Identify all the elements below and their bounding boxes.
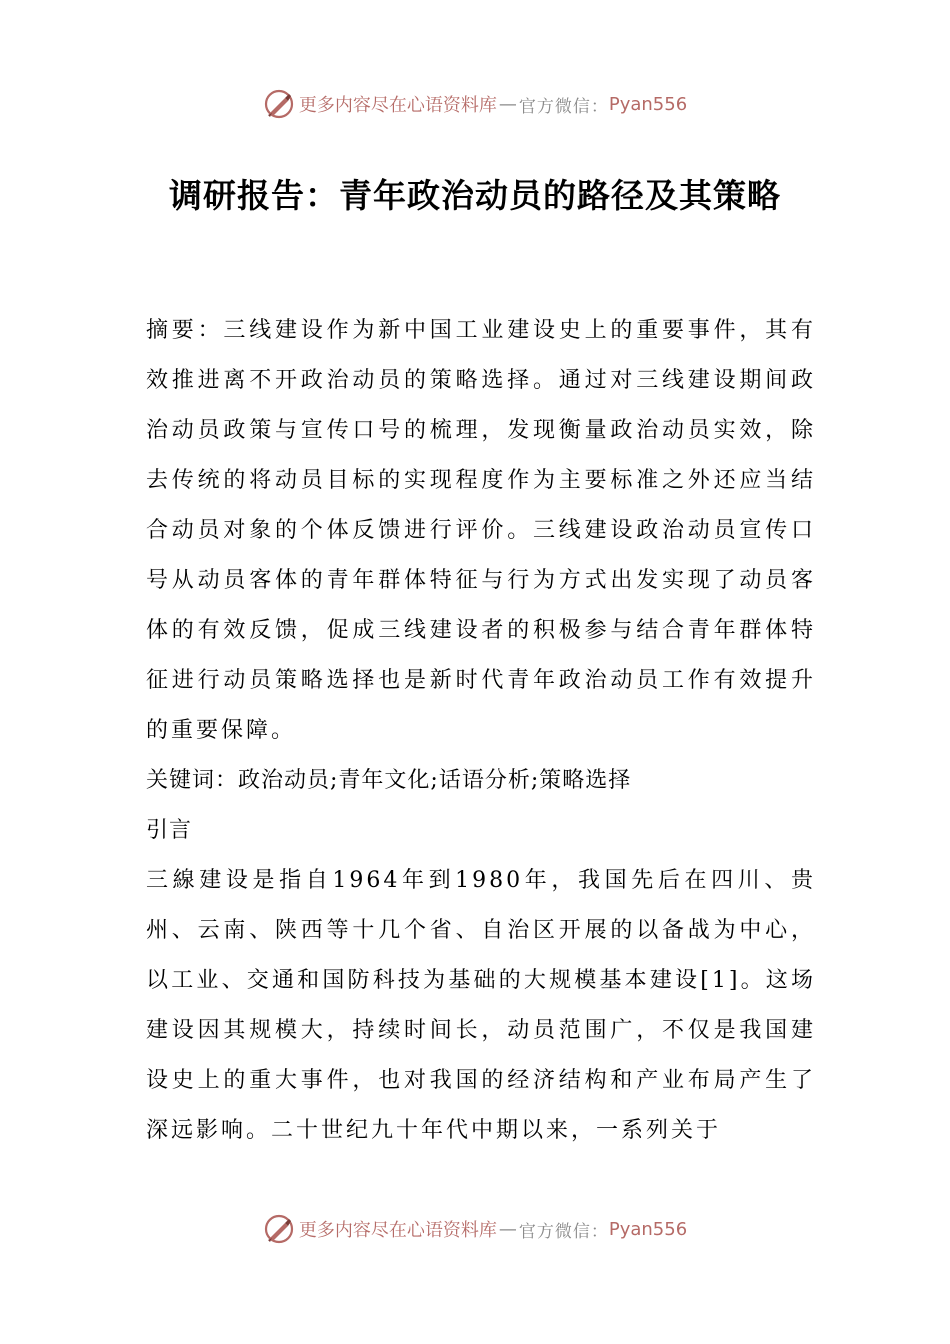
header-watermark — [0, 84, 950, 124]
intro-heading: 引言 — [146, 818, 193, 843]
document-body — [146, 306, 816, 1156]
intro-paragraph: 三線建设是指自1964年到1980年，我国先后在四川、贵州、云南、陕西等十几个省、自治区开展的以备战为中心，以工业、交通和国防科技为基础的大规模基本建设[1]。这场建设因其规模大，持续时间长，动员范围广，不仅是我国建设史上的重大事件，也对我国的经济结构和产业布局产生了深远影响。二十世纪九十年代中期以来，一系列关于 — [146, 868, 816, 1143]
keywords-line: 关键词：政治动员;青年文化;话语分析;策略选择 — [146, 768, 632, 793]
watermark-wechat-id: Pyan556 — [608, 93, 688, 115]
watermark-dash: — — [498, 1218, 517, 1240]
pen-logo-icon — [263, 88, 295, 120]
watermark-main-text: 更多内容尽在心语资料库 — [298, 95, 497, 116]
abstract-paragraph: 摘要：三线建设作为新中国工业建设史上的重要事件，其有效推进离不开政治动员的策略选择。通过对三线建设期间政治动员政策与宣传口号的梳理，发现衡量政治动员实效，除去传统的将动员目标的实现程度作为主要标准之外还应当结合动员对象的个体反馈进行评价。三线建设政治动员宣传口号从动员客体的青年群体特征与行为方式出发实现了动员客体的有效反馈，促成三线建设者的积极参与结合青年群体特征进行动员策略选择也是新时代青年政治动员工作有效提升的重要保障。 — [146, 318, 816, 743]
document-title: 调研报告：青年政治动员的路径及其策略 — [169, 176, 781, 215]
watermark-main-text: 更多内容尽在心语资料库 — [298, 1220, 497, 1241]
watermark-dash: — — [498, 93, 517, 115]
watermark-official-label: 官方微信： — [518, 96, 609, 117]
watermark-official-label: 官方微信： — [518, 1221, 609, 1242]
pen-logo-icon — [263, 1213, 295, 1245]
footer-watermark — [0, 1209, 950, 1249]
watermark-wechat-id: Pyan556 — [608, 1218, 688, 1240]
